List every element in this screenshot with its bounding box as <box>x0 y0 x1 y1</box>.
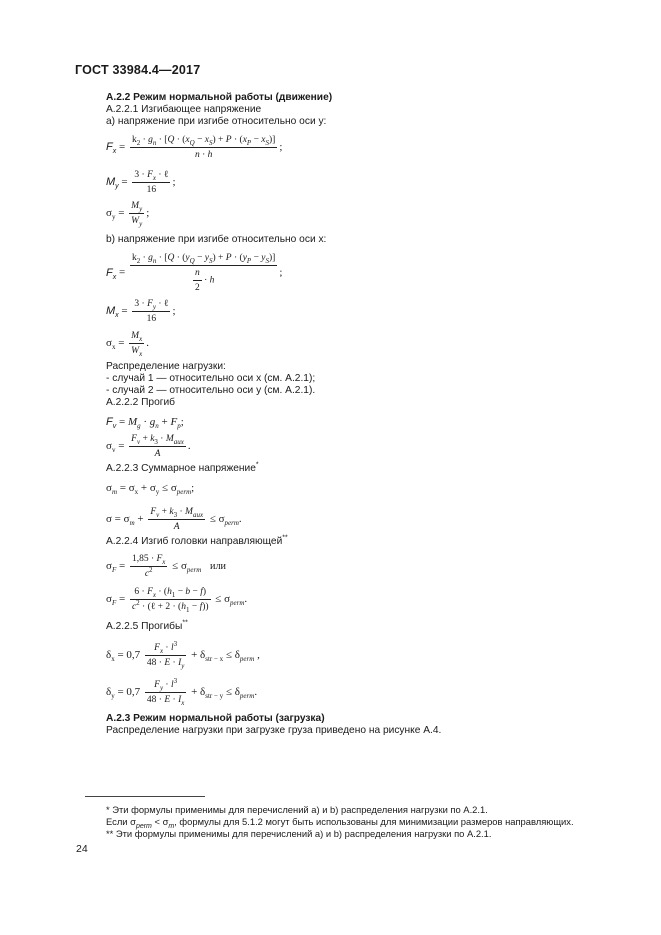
formula-sigma-x: $\sigma_x$ = $\frac{M_x}{W_x}$ . <box>106 331 149 358</box>
load-case-1: - случай 1 — относительно оси x (см. А.2.1); <box>106 373 316 384</box>
formula-sigma-f-1: $\sigma_F$ = $\frac{1,85 \cdot F_x}{c^2}$ ≤ $\sigma_{perm}$ или <box>106 554 227 579</box>
formula-fx-y: $F_x$ = $\frac{k_2 \cdot g_n \cdot [Q \cdot (x_Q - x_S) + P \cdot (x_P - x_S)]}{n \cdot h}$ ; <box>106 135 283 160</box>
item-a: а) напряжение при изгибе относительно оси y: <box>106 116 327 127</box>
formula-delta-x: $\delta_x = 0,7$ $\frac{F_x \cdot l^3}{48 \cdot E \cdot I_y}$ + $\delta_{str - x} \le \delta_{perm}$ , <box>106 639 260 670</box>
formula-my: $M_y$ = $\frac{3 \cdot F_x \cdot \ell}{16}$ ; <box>106 170 176 195</box>
section-a23-title: А.2.3 Режим нормальной работы (загрузка) <box>106 713 325 724</box>
page-header: ГОСТ 33984.4—2017 <box>75 63 201 77</box>
formula-sigma-v: $\sigma_v$ = $\frac{F_v + k_3 \cdot M_{aux}}{A}$ . <box>106 434 191 459</box>
footnote-2: ** Эти формулы применимы для перечислений а) и b) распределения нагрузки по А.2.1. <box>106 828 492 839</box>
item-b: b) напряжение при изгибе относительно оси x: <box>106 234 327 245</box>
formula-sigma-total: $\sigma = \sigma_m$ + $\frac{F_v + k_3 \cdot M_{aux}}{A}$ ≤ $\sigma_{perm}$. <box>106 507 242 532</box>
formula-mx: $M_x$ = $\frac{3 \cdot F_y \cdot \ell}{16}$ ; <box>106 299 176 324</box>
footnote-1b: Если $\sigma_{perm} < \sigma_m$, формулы для 5.1.2 могут быть использованы для минимизации размеров направляющих. <box>106 816 574 830</box>
formula-fv: $F_v = M_g \cdot g_n + F_p$; <box>106 416 184 431</box>
section-a23-text: Распределение нагрузки при загрузке груза приведено на рисунке А.4. <box>106 725 442 736</box>
footnote-divider <box>85 796 205 797</box>
load-case-2: - случай 2 — относительно оси y (см. А.2.1). <box>106 385 316 396</box>
formula-sigma-m: $\sigma_m = \sigma_x + \sigma_y \le \sigma_{perm}$; <box>106 482 195 497</box>
formula-delta-y: $\delta_y = 0,7$ $\frac{F_y \cdot l^3}{48 \cdot E \cdot I_x}$ + $\delta_{str - y} \le \delta_{perm}$. <box>106 676 258 707</box>
footnote-1: * Эти формулы применимы для перечислений а) и b) распределения нагрузки по А.2.1. <box>106 804 488 815</box>
section-a22-title: А.2.2 Режим нормальной работы (движение) <box>106 92 333 103</box>
formula-sigma-f-2: $\sigma_F$ = $\frac{6 \cdot F_x \cdot (h_1 - b - f)}{c^2 \cdot (\ell + 2 \cdot (h_1 - f))}$ ≤ $\sigma_{perm}$. <box>106 587 248 614</box>
section-a221: А.2.2.1 Изгибающее напряжение <box>106 104 262 115</box>
formula-fx-x: $F_x$ = $k_2 \cdot g_n \cdot [Q \cdot (y_Q - y_S) + P \cdot (y_P - y_S)]$ $\frac{n}{2}$ · h ; <box>106 253 283 293</box>
or-word: или <box>210 561 227 573</box>
section-a224: А.2.2.4 Изгиб головки направляющей** <box>106 534 288 547</box>
formula-sigma-y: $\sigma_y$ = $\frac{M_y}{W_y}$ ; <box>106 201 150 228</box>
section-a223: А.2.2.3 Суммарное напряжение* <box>106 461 259 474</box>
section-a225: А.2.2.5 Прогибы** <box>106 619 188 632</box>
section-a222: А.2.2.2 Прогиб <box>106 397 176 408</box>
load-title: Распределение нагрузки: <box>106 361 226 372</box>
page-number: 24 <box>76 843 88 855</box>
